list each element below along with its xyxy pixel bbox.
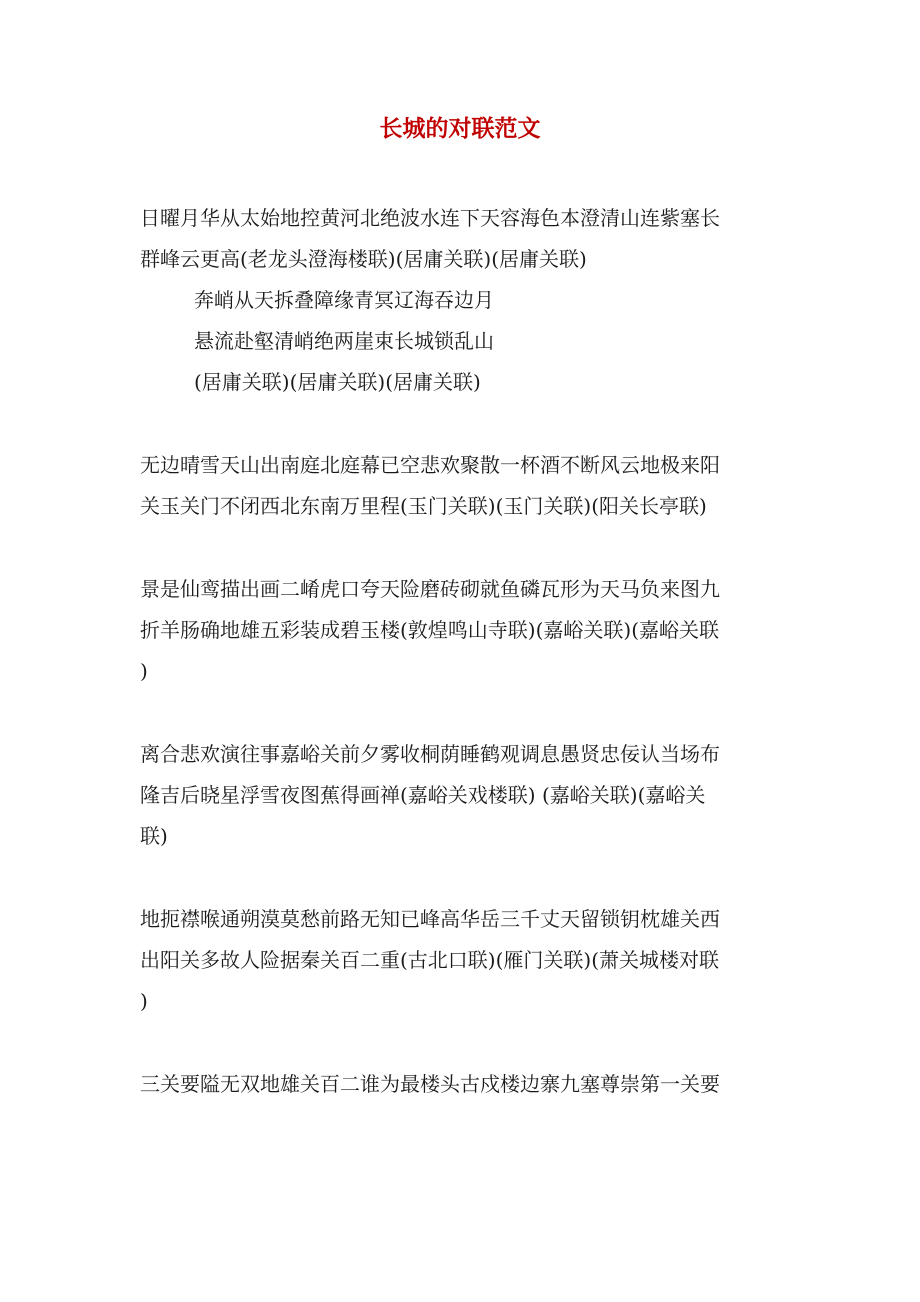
paragraph <box>140 445 780 527</box>
paragraph <box>140 569 780 692</box>
text-line: 折羊肠确地雄五彩装成碧玉楼(敦煌鸣山寺联)(嘉峪关联)(嘉峪关联 <box>140 618 720 642</box>
text-line: 景是仙鸾描出画二崤虎口夸天险磨砖砌就鱼磷瓦形为天马负来图九 <box>140 577 720 601</box>
text-line: 隆吉后晓星浮雪夜图蕉得画禅(嘉峪关戏楼联) (嘉峪关联)(嘉峪关 <box>140 783 706 807</box>
text-line: 联) <box>140 824 168 848</box>
text-line: 日曜月华从太始地控黄河北绝波水连下天容海色本澄清山连紫塞长 <box>140 206 720 230</box>
document-body <box>140 198 780 1147</box>
paragraph <box>140 198 780 403</box>
text-line: 无边晴雪天山出南庭北庭幕已空悲欢聚散一杯酒不断风云地极来阳 <box>140 453 720 477</box>
text-line: ) <box>140 989 148 1013</box>
text-line: 出阳关多故人险据秦关百二重(古北口联)(雁门关联)(萧关城楼对联 <box>140 948 720 972</box>
text-line: 三关要隘无双地雄关百二谁为最楼头古戍楼边寨九塞尊崇第一关要 <box>140 1072 720 1096</box>
paragraph <box>140 734 780 857</box>
indented-text-line: (居庸关联)(居庸关联)(居庸关联) <box>194 370 481 394</box>
indented-text-line: 悬流赴壑清峭绝两崖束长城锁乱山 <box>194 329 494 353</box>
text-line: 关玉关门不闭西北东南万里程(玉门关联)(玉门关联)(阳关长亭联) <box>140 494 707 518</box>
indented-text-line: 奔峭从天拆叠障缘青冥辽海吞边月 <box>194 288 494 312</box>
document-title: 长城的对联范文 <box>379 115 541 142</box>
text-line: ) <box>140 659 148 683</box>
text-line: 群峰云更高(老龙头澄海楼联)(居庸关联)(居庸关联) <box>140 247 587 271</box>
text-line: 离合悲欢演往事嘉峪关前夕雾收桐荫睡鹤观调息愚贤忠佞认当场布 <box>140 742 720 766</box>
paragraph <box>140 1064 780 1105</box>
text-line: 地扼襟喉通朔漠莫愁前路无知已峰高华岳三千丈天留锁钥枕雄关西 <box>140 907 720 931</box>
paragraph <box>140 899 780 1022</box>
